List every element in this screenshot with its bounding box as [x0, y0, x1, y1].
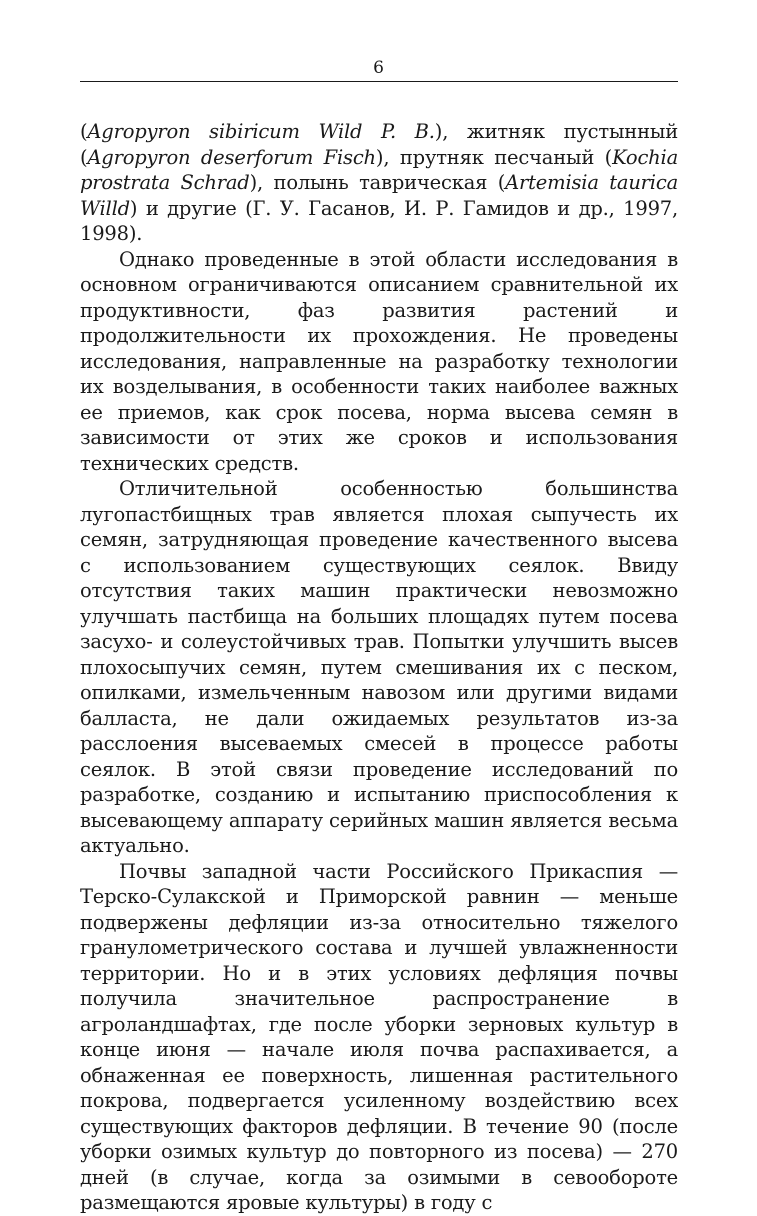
text-span: Почвы западной части Российского Прикаспия — Терско-Сулакской и Приморской равнин — меньше подвержены дефляции из-за относительно тяжелого гранулометрического состава и лучшей увлажненности территории. Но и в этих условиях дефляция почвы получила значительное распространение в агроландшафтах, где после уборки зерновых культур в конце июня — начале июля почва распахивается, а обнаженная ее поверхность, лишенная растительного покрова, подвергается усиленному воздействию всех существующих факторов дефляции. В течение 90 (после уборки озимых культур до повторного из посева) — 270 дней (в случае, когда за озимыми в севообороте размещаются яровые культуры) в году с: [80, 859, 678, 1214]
text-span: ), прутняк песчаный (: [375, 145, 613, 169]
page-number: 6: [373, 58, 384, 78]
latin-name: Agropyron deserforum Fisch: [87, 145, 376, 169]
text-span: Отличительной особенностью большинства лугопастбищных трав является плохая сыпучесть их семян, затрудняющая проведение качественного высева с использованием существующих сеялок. Ввиду отсутствия таких машин практически невозможно улучшать пастбища на больших площадях путем посева засухо- и солеустойчивых трав. Попытки улучшить высев плохосыпучих семян, путем смешивания их с песком, опилками, измельченным навозом или другими видами балласта, не дали ожидаемых результатов из-за расслоения высеваемых смесей в процессе работы сеялок. В этой связи проведение исследований по разработке, созданию и испытанию приспособления к высевающему аппарату серийных машин является весьма актуально.: [80, 477, 678, 857]
paragraph-3: [80, 476, 678, 859]
text-span: ) и другие (Г. У. Гасанов, И. Р. Гамидов и др., 1997, 1998).: [80, 196, 678, 245]
header-rule: [80, 81, 678, 82]
latin-name: Artemisia taurica Willd: [80, 171, 678, 220]
paragraph-2: [80, 247, 678, 477]
paragraph-4: [80, 859, 678, 1216]
body-text: [80, 119, 678, 1216]
latin-name: Agropyron sibiricum Wild P. B.: [87, 120, 435, 143]
text-span: Однако проведенные в этой области исследования в основном ограничиваются описанием сравнительной их продуктивности, фаз развития растений и продолжительности их прохождения. Не проведены исследования, направленные на разработку технологии их возделывания, в особенности таких наиболее важных ее приемов, как срок посева, норма высева семян в зависимости от этих же сроков и использования технических средств.: [80, 247, 678, 475]
text-span: (: [80, 120, 88, 143]
paragraph-1: [80, 119, 678, 247]
text-span: ), полынь таврическая (: [249, 171, 506, 194]
latin-name: Kochia prostrata Schrad: [80, 145, 678, 194]
text-span: ), житняк пустынный (: [80, 120, 678, 169]
